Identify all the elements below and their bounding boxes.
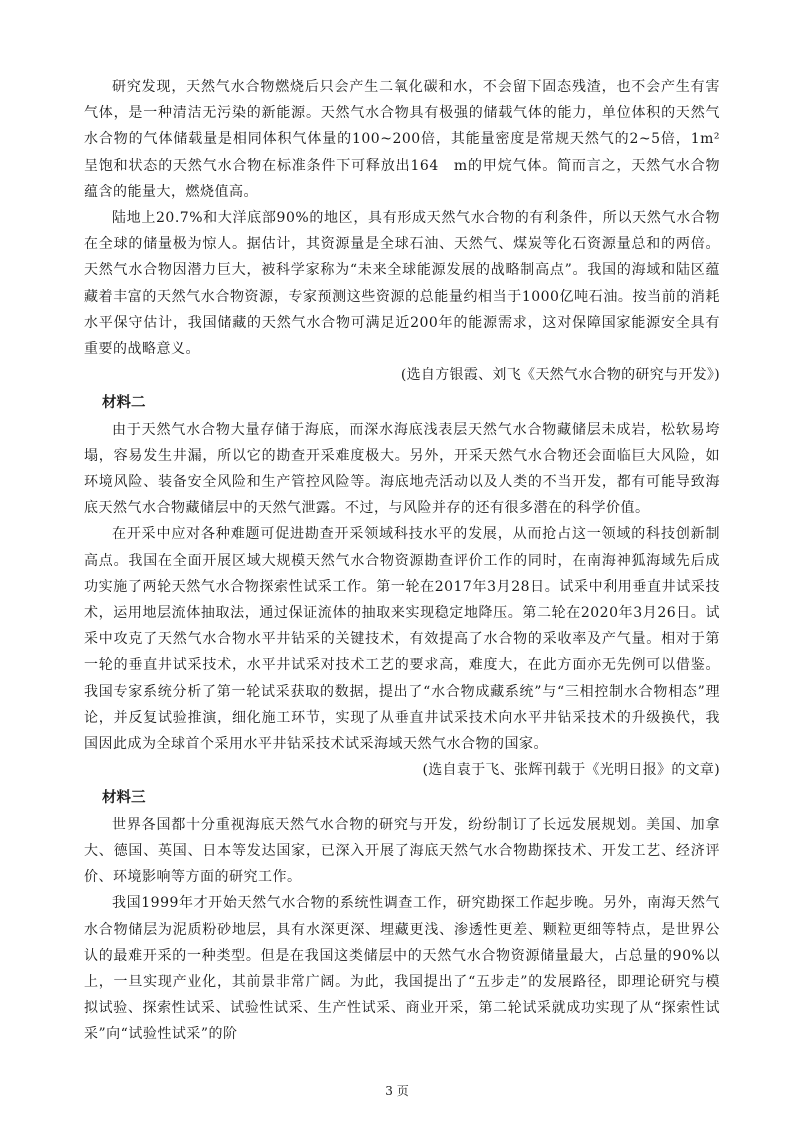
paragraph: 世界各国都十分重视海底天然气水合物的研究与开发，纷纷制订了长远发展规划。美国、加拿大、德国、英国、日本等发达国家，已深入开展了海底天然气水合物勘探技术、开发工艺、经济评价、环境影响等方面的研究工作。 [84, 816, 720, 886]
section-heading: 材料二 [102, 395, 146, 412]
paragraph: 在开采中应对各种难题可促进勘查开采领域科技水平的发展，从而抢占这一领域的科技创新制高点。我国在全面开展区域大规模天然气水合物资源勘查评价工作的同时，在南海神狐海域先后成功实施了两轮天然气水合物探索性试采工作。第一轮在2017年3月28日。试采中利用垂直井试采技术，运用地层流体抽取法，通过保证流体的抽取来实现稳定地降压。第二轮在2020年3月26日。试采中攻克了天然气水合物水平井钻采的关键技术，有效提高了水合物的采收率及产气量。相对于第一轮的垂直井试采技术，水平井试采对技术工艺的要求高，难度大，在此方面亦无先例可以借鉴。我国专家系统分析了第一轮试采获取的数据，提出了“水合物成藏系统”与“三相控制水合物相态”理论，并反复试验推演，细化施工环节，实现了从垂直井试采技术向水平井钻采技术的升级换代，我国因此成为全球首个采用水平井钻采技术试采海域天然气水合物的国家。 [84, 526, 720, 753]
page-number: 3 页 [385, 1084, 409, 1098]
source-citation: (选自袁于飞、张辉刊载于《光明日报》的文章) [422, 762, 720, 779]
paragraph: 我国1999年才开始天然气水合物的系统性调查工作，研究勘探工作起步晚。另外，南海天然气水合物储层为泥质粉砂地层，具有水深更深、埋藏更浅、渗透性更差、颗粒更细等特点，是世界公认的最难开采的一种类型。但是在我国这类储层中的天然气水合物资源储量最大，占总量的90%以上，一旦实现产业化，其前景非常广阔。为此，我国提出了“五步走”的发展路径，即理论研究与模拟试验、探索性试采、试验性试采、生产性试采、商业开采，第二轮试采就成功实现了从“探索性试采”向“试验性试采”的阶 [84, 895, 720, 1043]
section-heading: 材料三 [102, 790, 146, 807]
paragraph: 陆地上20.7%和大洋底部90%的地区，具有形成天然气水合物的有利条件，所以天然气水合物在全球的储量极为惊人。据估计，其资源量是全球石油、天然气、煤炭等化石资源量总和的两倍。天然气水合物因潜力巨大，被科学家称为“未来全球能源发展的战略制高点”。我国的海域和陆区蕴藏着丰富的天然气水合物资源，专家预测这些资源的总能量约相当于1000亿吨石油。按当前的消耗水平保守估计，我国储藏的天然气水合物可满足近200年的能源需求，这对保障国家能源安全具有重要的战略意义。 [84, 210, 720, 358]
source-citation: (选自方银霞、刘飞《天然气水合物的研究与开发》) [400, 367, 720, 384]
paragraph: 研究发现，天然气水合物燃烧后只会产生二氧化碳和水，不会留下固态残渣，也不会产生有害气体，是一种清洁无污染的新能源。天然气水合物具有极强的储载气体的能力，单位体积的天然气水合物的气体储载量是相同体积气体量的100~200倍，其能量密度是常规天然气的2~5倍，1m² 呈饱和状态的天然气水合物在标准条件下可释放出164 m的甲烷气体。简而言之，天然气水合物蕴含的能量大，燃烧值高。 [84, 79, 720, 200]
paragraph: 由于天然气水合物大量存储于海底，而深水海底浅表层天然气水合物藏储层未成岩，松软易垮塌，容易发生井漏，所以它的勘查开采难度极大。另外，开采天然气水合物还会面临巨大风险，如环境风险、装备安全风险和生产管控风险等。海底地壳活动以及人类的不当开发，都有可能导致海底天然气水合物藏储层中的天然气泄露。不过，与风险并存的还有很多潜在的科学价值。 [84, 421, 720, 517]
document-body [84, 74, 720, 1048]
